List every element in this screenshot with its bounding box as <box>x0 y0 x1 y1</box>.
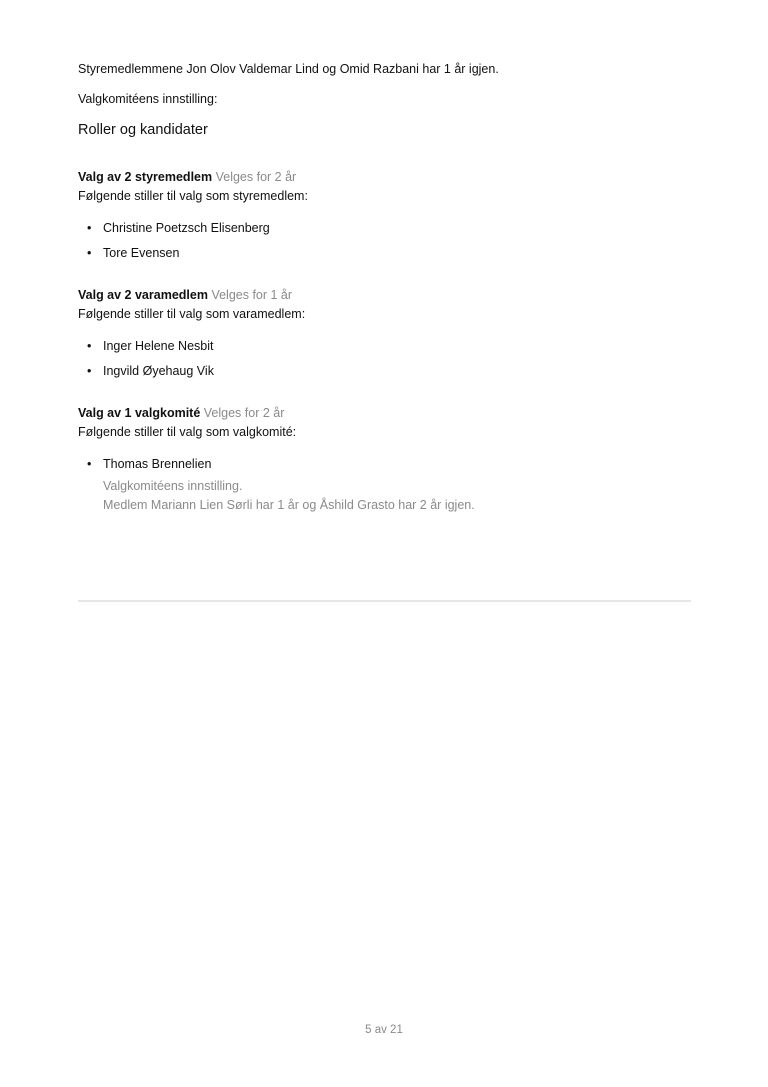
candidate-item <box>78 245 691 261</box>
election-section-board-members <box>78 167 691 261</box>
section-title-text: Valg av 2 styremedlem <box>78 170 213 184</box>
candidate-item <box>78 220 691 236</box>
note-line: Medlem Mariann Lien Sørli har 1 år og Åshild Grasto har 2 år igjen. <box>103 498 475 512</box>
candidate-list <box>78 220 691 261</box>
bullet-icon: • <box>87 457 92 471</box>
candidate-item <box>78 456 691 515</box>
section-title-text: Valg av 1 valgkomité <box>78 406 201 420</box>
term-length: Velges for 1 år <box>211 288 293 302</box>
note-line: Valgkomitéens innstilling. <box>103 479 243 493</box>
candidate-name: Inger Helene Nesbit <box>103 339 214 353</box>
section-subtitle: Følgende stiller til valg som valgkomité: <box>78 425 297 439</box>
election-section-nomination-committee <box>78 403 691 515</box>
section-title-text: Valg av 2 varamedlem <box>78 288 208 302</box>
bullet-icon: • <box>87 246 92 260</box>
candidate-list <box>78 456 691 515</box>
bullet-icon: • <box>87 364 92 378</box>
section-title <box>78 403 691 423</box>
section-title <box>78 285 691 305</box>
section-divider <box>78 600 691 602</box>
bullet-icon: • <box>87 339 92 353</box>
section-heading: Roller og kandidater <box>78 122 208 138</box>
candidate-name: Christine Poetzsch Elisenberg <box>103 221 270 235</box>
intro-paragraph: Styremedlemmene Jon Olov Valdemar Lind og Omid Razbani har 1 år igjen. <box>78 62 499 76</box>
candidate-item <box>78 363 691 379</box>
election-section-deputy-members <box>78 285 691 379</box>
recommendation-label: Valgkomitéens innstilling: <box>78 92 218 106</box>
term-length: Velges for 2 år <box>203 406 285 420</box>
section-subtitle: Følgende stiller til valg som varamedlem: <box>78 307 306 321</box>
candidate-name: Thomas Brennelien <box>103 457 212 471</box>
candidate-list <box>78 338 691 379</box>
bullet-icon: • <box>87 221 92 235</box>
candidate-name: Ingvild Øyehaug Vik <box>103 364 214 378</box>
term-length: Velges for 2 år <box>215 170 297 184</box>
candidate-name: Tore Evensen <box>103 246 180 260</box>
section-subtitle: Følgende stiller til valg som styremedlem: <box>78 189 308 203</box>
document-page <box>78 61 691 539</box>
page-number: 5 av 21 <box>365 1024 403 1036</box>
candidate-note <box>103 477 691 515</box>
section-title <box>78 167 691 187</box>
candidate-item <box>78 338 691 354</box>
